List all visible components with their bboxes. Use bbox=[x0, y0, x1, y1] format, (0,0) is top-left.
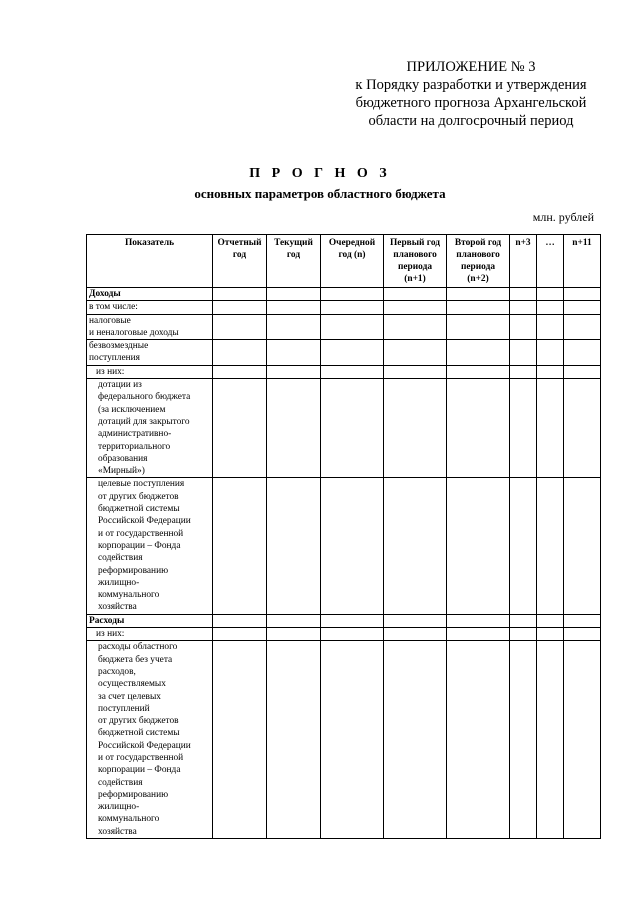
row-of-which: из них: bbox=[87, 365, 213, 378]
value-cell bbox=[213, 340, 267, 366]
value-cell bbox=[447, 614, 510, 627]
value-cell bbox=[321, 314, 384, 340]
value-cell bbox=[384, 365, 447, 378]
header-n3: n+3 bbox=[510, 235, 537, 288]
title-subtitle: основных параметров областного бюджета bbox=[194, 186, 446, 201]
row-regional-expenses: расходы областного бюджета без учета расходов, осуществляемых за счет целевых поступлений от других бюджетов бюджетной системы Российской Федерации и от государственной корпорации – Фонда содействия реформированию жилищно- коммунального хозяйства bbox=[87, 641, 213, 839]
value-cell bbox=[537, 314, 564, 340]
row-gratuitous: безвозмездные поступления bbox=[87, 340, 213, 366]
value-cell bbox=[267, 614, 321, 627]
value-cell bbox=[321, 628, 384, 641]
value-cell bbox=[564, 379, 601, 478]
table-row bbox=[87, 614, 601, 627]
value-cell bbox=[510, 314, 537, 340]
value-cell bbox=[510, 340, 537, 366]
value-cell bbox=[384, 614, 447, 627]
value-cell bbox=[564, 314, 601, 340]
value-cell bbox=[321, 301, 384, 314]
row-tax-nontax: налоговые и неналоговые доходы bbox=[87, 314, 213, 340]
row-subsidies: дотации из федерального бюджета (за исключением дотаций для закрытого административно- территориального образования «Мирный») bbox=[87, 379, 213, 478]
value-cell bbox=[213, 478, 267, 614]
document-title bbox=[0, 165, 640, 202]
row-including: в том числе: bbox=[87, 301, 213, 314]
value-cell bbox=[321, 379, 384, 478]
header-n11: n+11 bbox=[564, 235, 601, 288]
table-row bbox=[87, 628, 601, 641]
value-cell bbox=[510, 614, 537, 627]
table-row bbox=[87, 340, 601, 366]
units-label: млн. рублей bbox=[532, 210, 594, 224]
value-cell bbox=[537, 365, 564, 378]
row-income: Доходы bbox=[87, 288, 213, 301]
value-cell bbox=[267, 379, 321, 478]
value-cell bbox=[564, 301, 601, 314]
appendix-number: ПРИЛОЖЕНИЕ № 3 bbox=[406, 59, 536, 75]
value-cell bbox=[537, 379, 564, 478]
value-cell bbox=[267, 288, 321, 301]
forecast-table bbox=[86, 234, 601, 839]
value-cell bbox=[213, 614, 267, 627]
value-cell bbox=[537, 301, 564, 314]
value-cell bbox=[213, 301, 267, 314]
value-cell bbox=[213, 314, 267, 340]
value-cell bbox=[510, 379, 537, 478]
value-cell bbox=[564, 288, 601, 301]
table-row bbox=[87, 288, 601, 301]
value-cell bbox=[564, 628, 601, 641]
value-cell bbox=[213, 365, 267, 378]
row-of-which: из них: bbox=[87, 628, 213, 641]
appendix-line: области на долгосрочный период bbox=[368, 113, 574, 129]
value-cell bbox=[537, 340, 564, 366]
value-cell bbox=[213, 641, 267, 839]
header-reporting-year: Отчетный год bbox=[213, 235, 267, 288]
value-cell bbox=[510, 301, 537, 314]
header-next-year: Очередной год (n) bbox=[321, 235, 384, 288]
value-cell bbox=[447, 365, 510, 378]
value-cell bbox=[564, 340, 601, 366]
value-cell bbox=[267, 365, 321, 378]
title-main: П Р О Г Н О З bbox=[249, 166, 391, 181]
row-expenses: Расходы bbox=[87, 614, 213, 627]
value-cell bbox=[321, 614, 384, 627]
value-cell bbox=[321, 641, 384, 839]
value-cell bbox=[537, 641, 564, 839]
value-cell bbox=[447, 641, 510, 839]
value-cell bbox=[537, 628, 564, 641]
value-cell bbox=[384, 314, 447, 340]
value-cell bbox=[564, 614, 601, 627]
table-row bbox=[87, 314, 601, 340]
value-cell bbox=[267, 628, 321, 641]
value-cell bbox=[321, 478, 384, 614]
appendix-note bbox=[340, 58, 602, 130]
table-row bbox=[87, 641, 601, 839]
value-cell bbox=[510, 288, 537, 301]
value-cell bbox=[564, 478, 601, 614]
value-cell bbox=[510, 641, 537, 839]
header-ellipsis: … bbox=[537, 235, 564, 288]
table-row bbox=[87, 379, 601, 478]
value-cell bbox=[447, 379, 510, 478]
header-indicator: Показатель bbox=[87, 235, 213, 288]
appendix-line: бюджетного прогноза Архангельской bbox=[355, 95, 587, 111]
header-plan-year-1: Первый год планового периода (n+1) bbox=[384, 235, 447, 288]
value-cell bbox=[537, 288, 564, 301]
value-cell bbox=[384, 301, 447, 314]
table-row bbox=[87, 365, 601, 378]
table-row bbox=[87, 478, 601, 614]
value-cell bbox=[447, 340, 510, 366]
value-cell bbox=[537, 614, 564, 627]
value-cell bbox=[213, 628, 267, 641]
value-cell bbox=[510, 628, 537, 641]
value-cell bbox=[447, 301, 510, 314]
appendix-line: к Порядку разработки и утверждения bbox=[355, 77, 587, 93]
row-target-receipts: целевые поступления от других бюджетов бюджетной системы Российской Федерации и от государственной корпорации – Фонда содействия реформированию жилищно- коммунального хозяйства bbox=[87, 478, 213, 614]
value-cell bbox=[384, 641, 447, 839]
value-cell bbox=[384, 340, 447, 366]
value-cell bbox=[564, 365, 601, 378]
value-cell bbox=[447, 478, 510, 614]
value-cell bbox=[564, 641, 601, 839]
value-cell bbox=[384, 478, 447, 614]
table-row bbox=[87, 301, 601, 314]
value-cell bbox=[510, 365, 537, 378]
value-cell bbox=[384, 288, 447, 301]
value-cell bbox=[267, 301, 321, 314]
value-cell bbox=[447, 288, 510, 301]
header-plan-year-2: Второй год планового периода (n+2) bbox=[447, 235, 510, 288]
header-current-year: Текущий год bbox=[267, 235, 321, 288]
value-cell bbox=[384, 628, 447, 641]
value-cell bbox=[267, 314, 321, 340]
value-cell bbox=[267, 641, 321, 839]
value-cell bbox=[213, 379, 267, 478]
value-cell bbox=[213, 288, 267, 301]
value-cell bbox=[321, 340, 384, 366]
table-header-row bbox=[87, 235, 601, 288]
value-cell bbox=[447, 314, 510, 340]
value-cell bbox=[510, 478, 537, 614]
value-cell bbox=[537, 478, 564, 614]
value-cell bbox=[321, 365, 384, 378]
value-cell bbox=[321, 288, 384, 301]
value-cell bbox=[384, 379, 447, 478]
value-cell bbox=[267, 478, 321, 614]
value-cell bbox=[447, 628, 510, 641]
value-cell bbox=[267, 340, 321, 366]
